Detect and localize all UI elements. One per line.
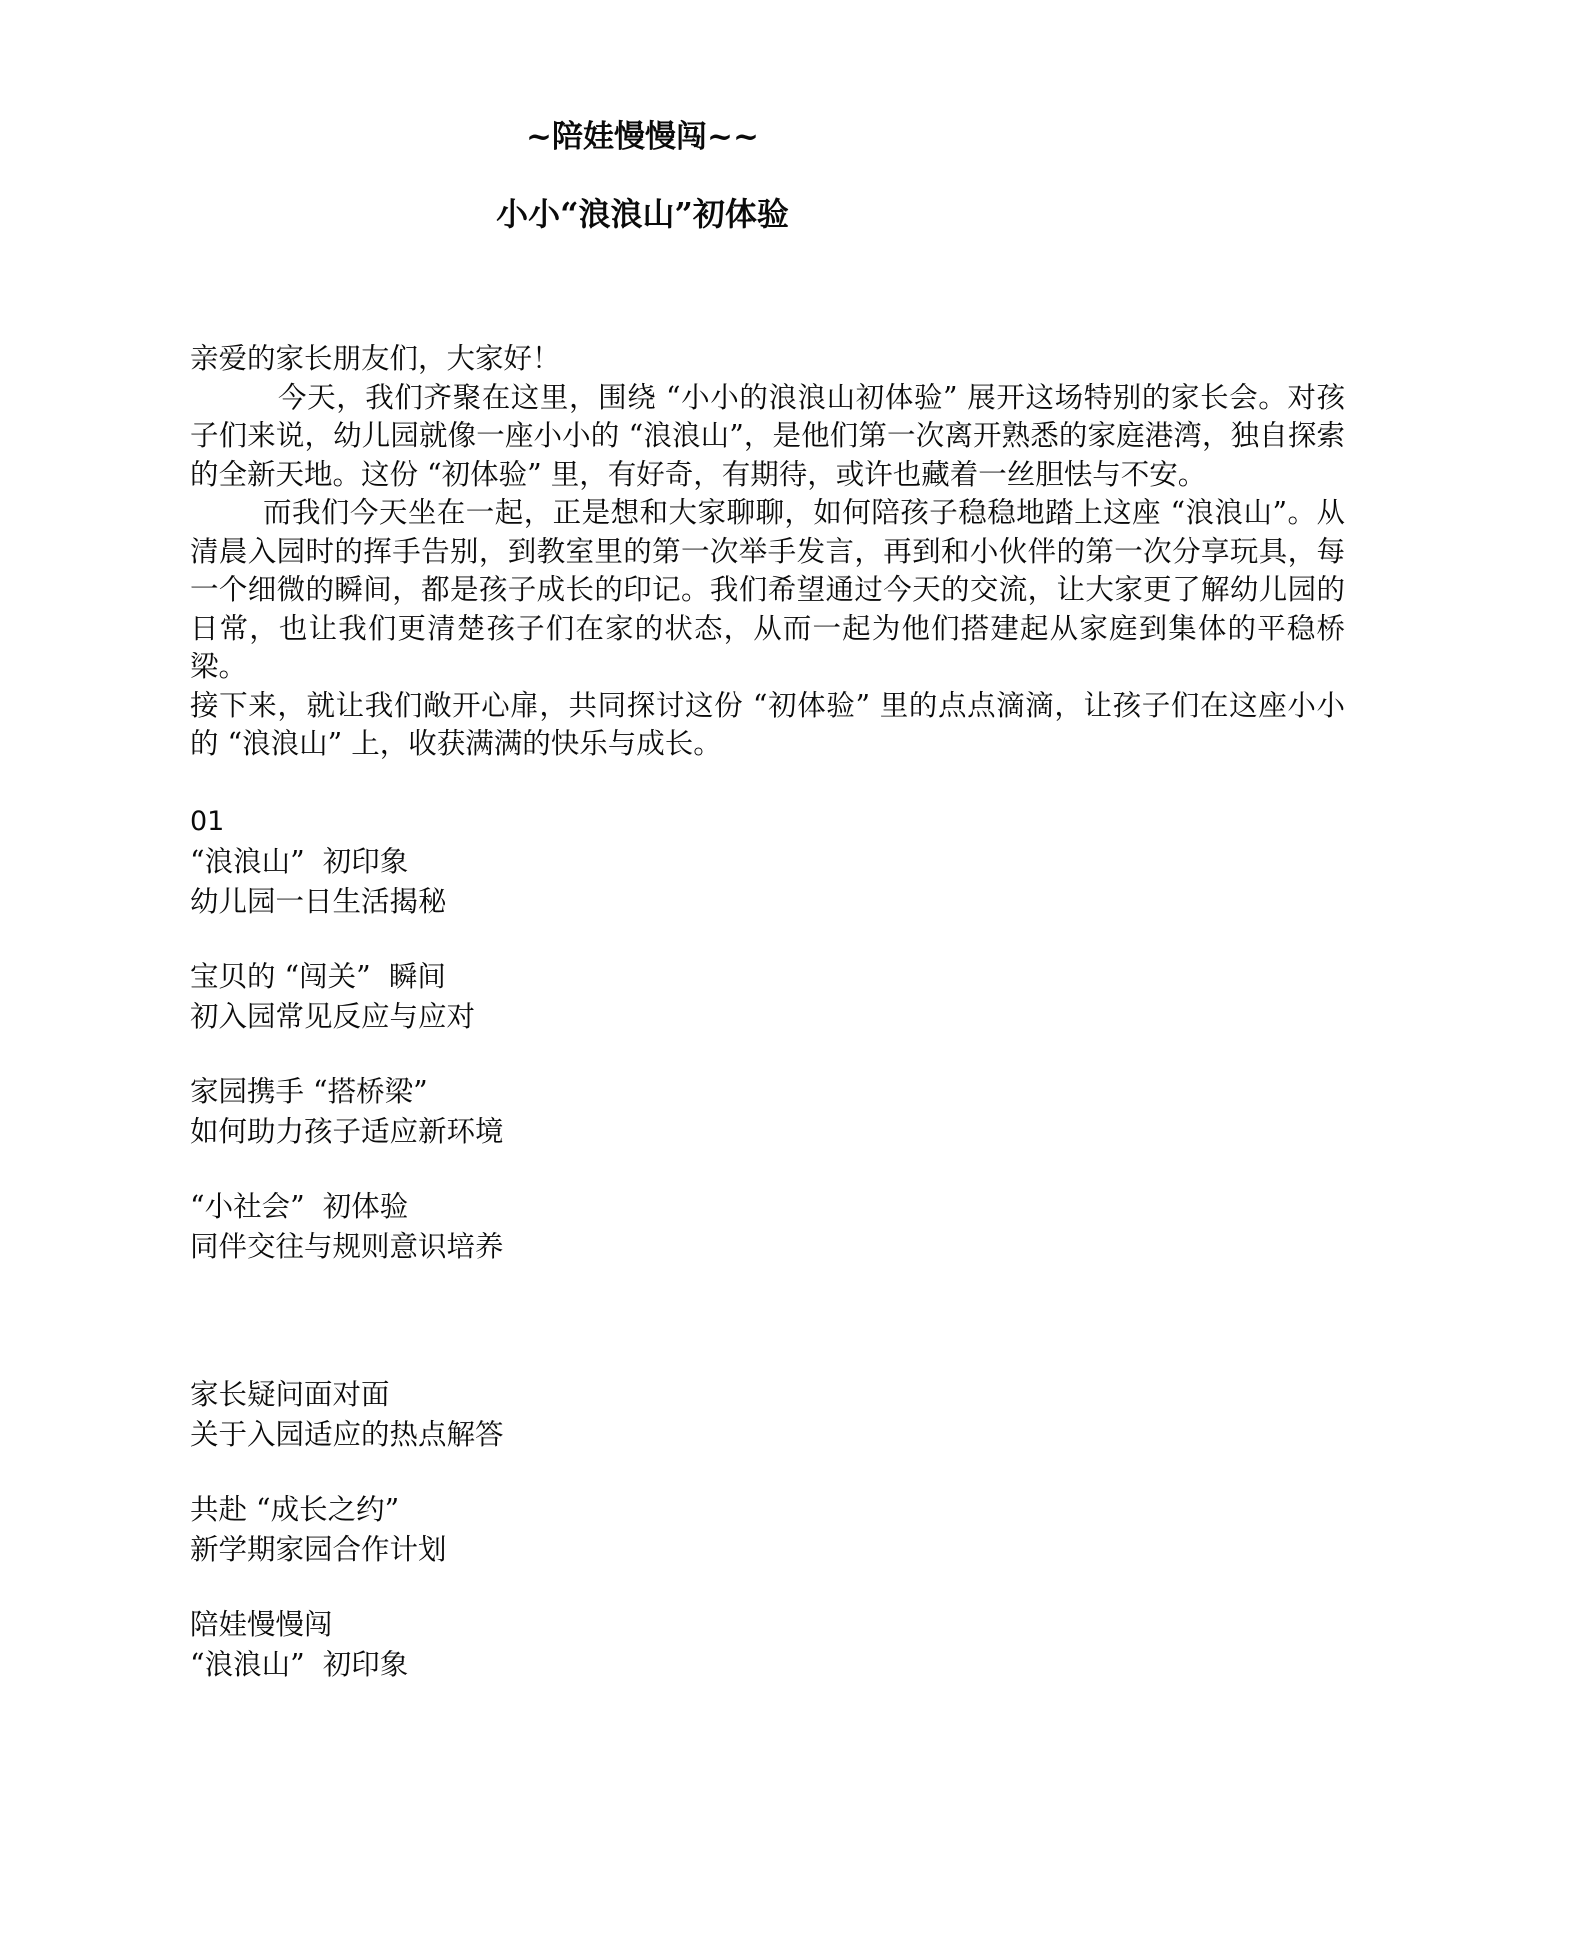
agenda-item bbox=[190, 957, 1345, 1037]
agenda-item-subtitle: 幼儿园一日生活揭秘 bbox=[190, 884, 447, 918]
intro-paragraph: 今天，我们齐聚在这里，围绕 “小小的浪浪山初体验” 展开这场特别的家长会。对孩子们来说，幼儿园就像一座小小的 “浪浪山”，是他们第一次离开熟悉的家庭港湾，独自探索的全新天地。这份 “初体验” 里，有好奇，有期待，或许也藏着一丝胆怯与不安。 bbox=[190, 380, 1345, 491]
agenda-item-title: “浪浪山” 初印象 bbox=[190, 844, 409, 878]
agenda-item-title: 家长疑问面对面 bbox=[190, 1377, 390, 1411]
agenda-item-subtitle: 如何助力孩子适应新环境 bbox=[190, 1114, 504, 1148]
agenda-item bbox=[190, 1490, 1345, 1570]
agenda-item-subtitle: 同伴交往与规则意识培养 bbox=[190, 1229, 504, 1263]
agenda-item-subtitle: “浪浪山” 初印象 bbox=[190, 1647, 409, 1681]
agenda-section-number: 01 bbox=[190, 805, 225, 837]
agenda-item bbox=[190, 1375, 1345, 1455]
agenda-item-title: 陪娃慢慢闯 bbox=[190, 1607, 333, 1641]
agenda-item-title: “小社会” 初体验 bbox=[190, 1189, 409, 1223]
agenda-item-subtitle: 关于入园适应的热点解答 bbox=[190, 1417, 504, 1451]
document-body bbox=[190, 340, 1345, 764]
agenda-item bbox=[190, 1187, 1345, 1267]
closing-paragraph: 接下来，就让我们敞开心扉，共同探讨这份 “初体验” 里的点点滴滴，让孩子们在这座小小的 “浪浪山” 上，收获满满的快乐与成长。 bbox=[190, 688, 1345, 760]
agenda-item-subtitle: 新学期家园合作计划 bbox=[190, 1532, 447, 1566]
agenda-item-title: 家园携手 “搭桥梁” bbox=[190, 1074, 428, 1108]
greeting-line: 亲爱的家长朋友们，大家好！ bbox=[190, 342, 561, 375]
agenda-item bbox=[190, 1072, 1345, 1152]
agenda-item-title: 宝贝的 “闯关” 瞬间 bbox=[190, 959, 446, 993]
document-title: ~陪娃慢慢闯~~ bbox=[526, 119, 759, 155]
document-heading-block bbox=[190, 116, 1345, 236]
agenda-item bbox=[190, 1605, 1345, 1685]
agenda-item-subtitle: 初入园常见反应与应对 bbox=[190, 999, 476, 1033]
agenda-list bbox=[190, 802, 1345, 1685]
discussion-paragraph: 而我们今天坐在一起，正是想和大家聊聊，如何陪孩子稳稳地踏上这座 “浪浪山”。从清晨入园时的挥手告别，到教室里的第一次举手发言，再到和小伙伴的第一次分享玩具，每一个细微的瞬间，都是孩子成长的印记。我们希望通过今天的交流，让大家更了解幼儿园的日常，也让我们更清楚孩子们在家的状态，从而一起为他们搭建起从家庭到集体的平稳桥梁。 bbox=[190, 496, 1345, 683]
agenda-item-title: 共赴 “成长之约” bbox=[190, 1492, 400, 1526]
agenda-item bbox=[190, 842, 1345, 922]
document-subtitle: 小小“浪浪山”初体验 bbox=[496, 195, 789, 233]
